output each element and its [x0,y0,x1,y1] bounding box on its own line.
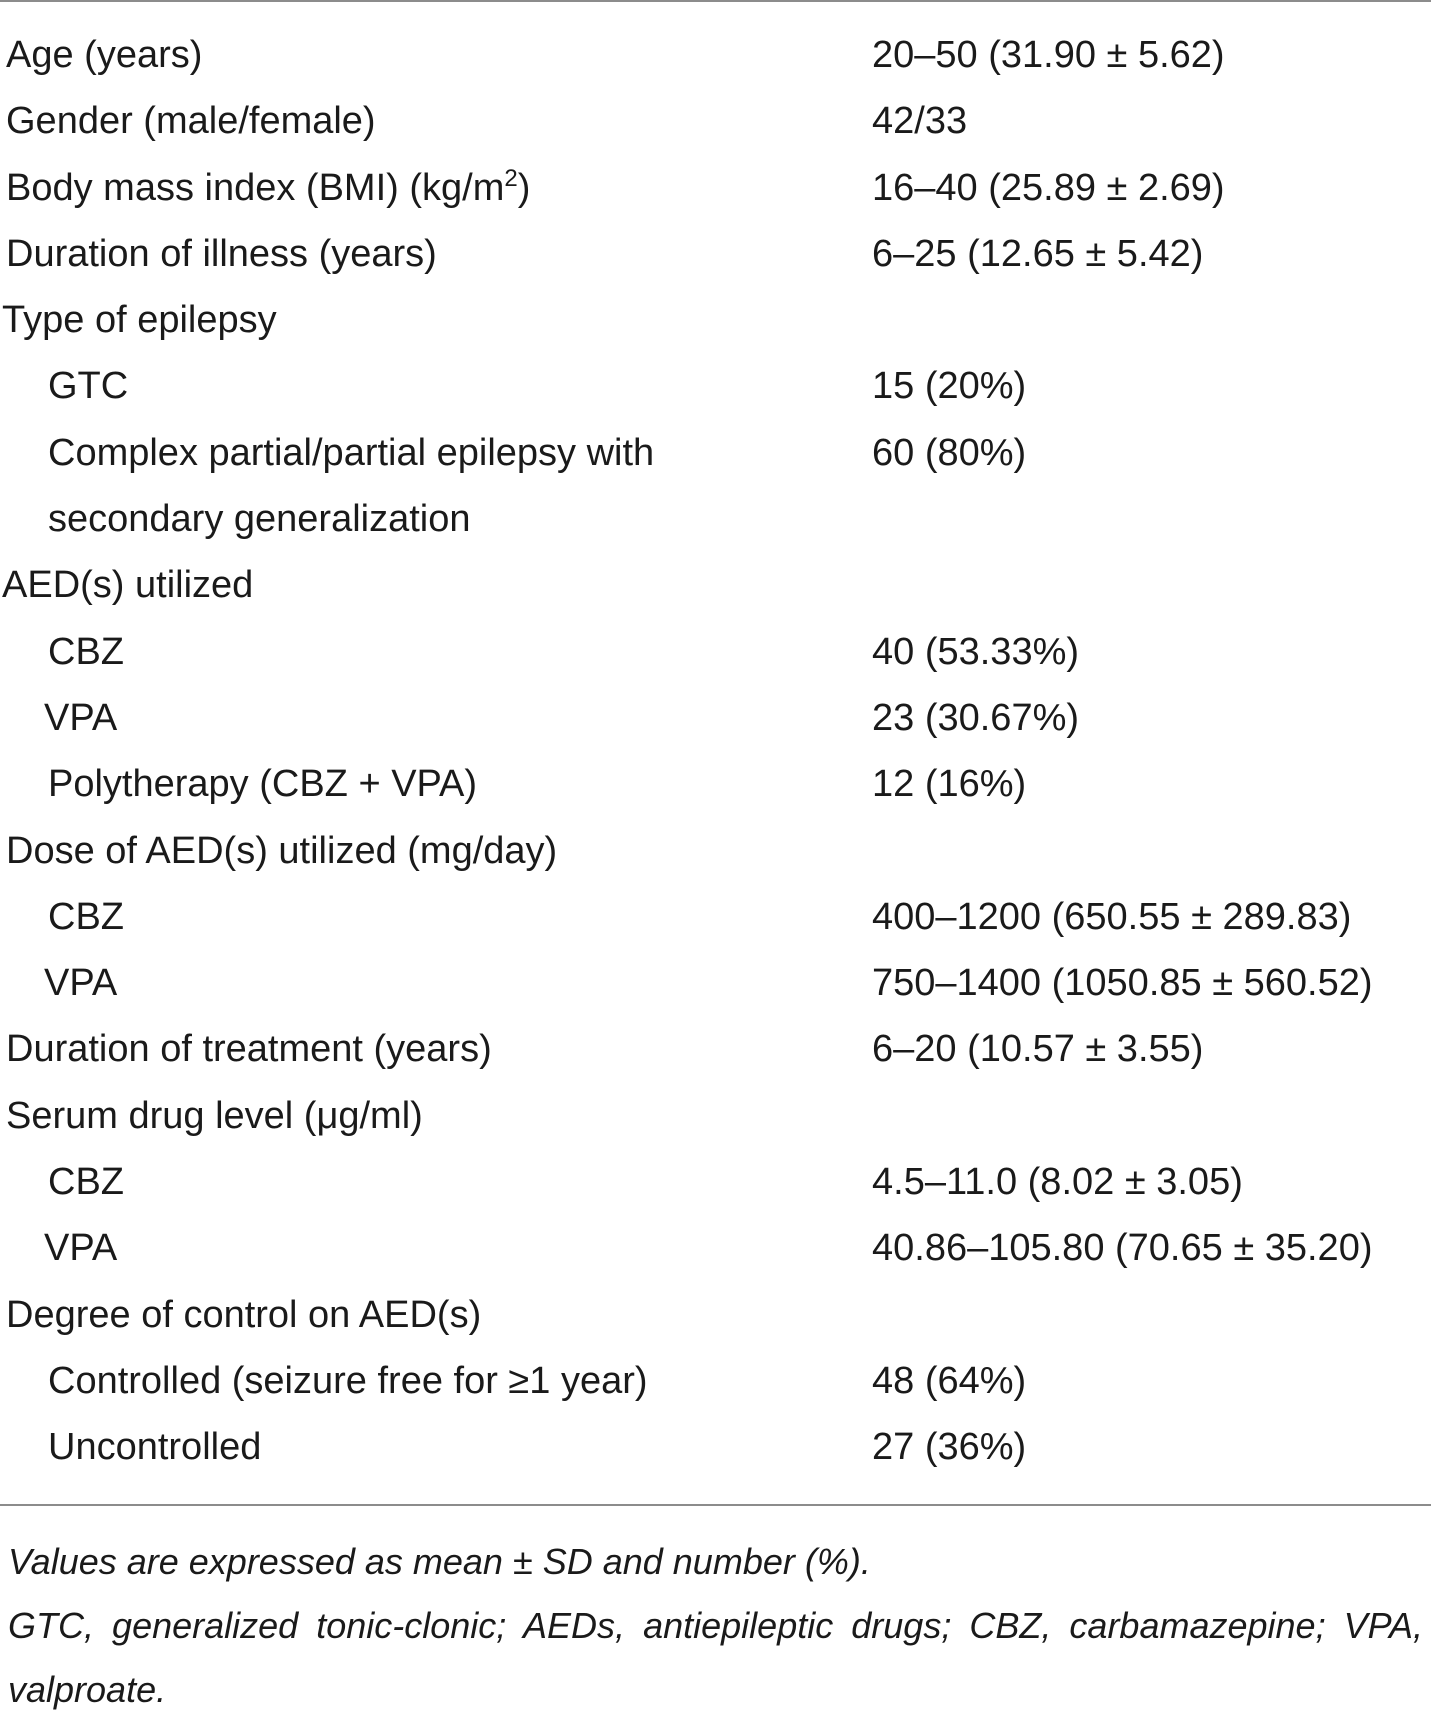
table-top-rule [0,0,1431,2]
table-footnotes [8,1530,1423,1722]
table-bottom-rule [0,1504,1431,1506]
row-label: Gender (male/female) [6,100,376,143]
row-label: Duration of illness (years) [6,232,437,275]
row-value: 48 (64%) [872,1359,1027,1402]
section-label: Type of epilepsy [2,299,277,342]
section-label: AED(s) utilized [2,564,254,607]
row-label-superscript: 2 [504,164,518,192]
row-label: Age (years) [6,34,203,76]
table-row [0,1016,1431,1082]
table-row [0,751,1431,817]
row-label: VPA [44,962,118,1005]
row-value: 12 (16%) [872,763,1027,806]
row-label: CBZ [48,895,124,938]
row-value: 27 (36%) [872,1426,1027,1469]
row-value: 750–1400 (1050.85 ± 560.52) [872,962,1373,1005]
section-header-row [0,287,1431,353]
row-value: 15 (20%) [872,365,1027,408]
demographics-table [0,22,1431,1481]
table-row [0,88,1431,154]
table-row [0,950,1431,1016]
table-row [0,353,1431,419]
row-value: 20–50 (31.90 ± 5.62) [872,34,1225,76]
section-header-row [0,818,1431,884]
section-label: Degree of control on AED(s) [6,1293,482,1336]
section-label: Serum drug level (μg/ml) [6,1094,423,1137]
row-label-text: Body mass index (BMI) (kg/m [6,166,505,209]
row-label: CBZ [48,1161,124,1204]
row-label: VPA [44,696,118,739]
table-row [0,1215,1431,1281]
footnote: GTC, generalized tonic-clonic; AEDs, antiepileptic drugs; CBZ, carbamazepine; VPA, valproate. [8,1605,1423,1710]
row-value: 40.86–105.80 (70.65 ± 35.20) [872,1227,1373,1270]
row-label-suffix: ) [517,166,531,209]
row-value: 42/33 [872,100,968,143]
table-row [0,619,1431,685]
section-header-row [0,552,1431,618]
table-row [0,884,1431,950]
row-value: 16–40 (25.89 ± 2.69) [872,166,1225,209]
row-label: Uncontrolled [48,1426,262,1469]
row-value: 6–20 (10.57 ± 3.55) [872,1028,1204,1071]
table-row [0,1348,1431,1414]
row-label: Controlled (seizure free for ≥1 year) [48,1359,648,1402]
row-value: 40 (53.33%) [872,630,1080,673]
section-header-row [0,1282,1431,1348]
section-label: Dose of AED(s) utilized (mg/day) [6,829,558,872]
row-value: 23 (30.67%) [872,696,1080,739]
table-row [0,22,1431,88]
table-row [0,221,1431,287]
table-row [0,155,1431,221]
row-label: GTC [48,365,129,408]
row-value: 4.5–11.0 (8.02 ± 3.05) [872,1161,1243,1204]
row-value: 60 (80%) [872,431,1027,474]
row-label: Polytherapy (CBZ + VPA) [48,763,478,806]
table-row [0,685,1431,751]
footnote: Values are expressed as mean ± SD and number (%). [8,1541,871,1582]
row-label: VPA [44,1227,118,1270]
row-label: Complex partial/partial epilepsy with secondary generalization [48,431,655,541]
row-label [6,155,766,221]
table-row [0,1149,1431,1215]
row-value: 400–1200 (650.55 ± 289.83) [872,895,1352,938]
table-row [0,420,1431,553]
row-label: Duration of treatment (years) [6,1028,492,1071]
table-row [0,1414,1431,1480]
section-header-row [0,1083,1431,1149]
row-label: CBZ [48,630,124,673]
row-value: 6–25 (12.65 ± 5.42) [872,232,1204,275]
